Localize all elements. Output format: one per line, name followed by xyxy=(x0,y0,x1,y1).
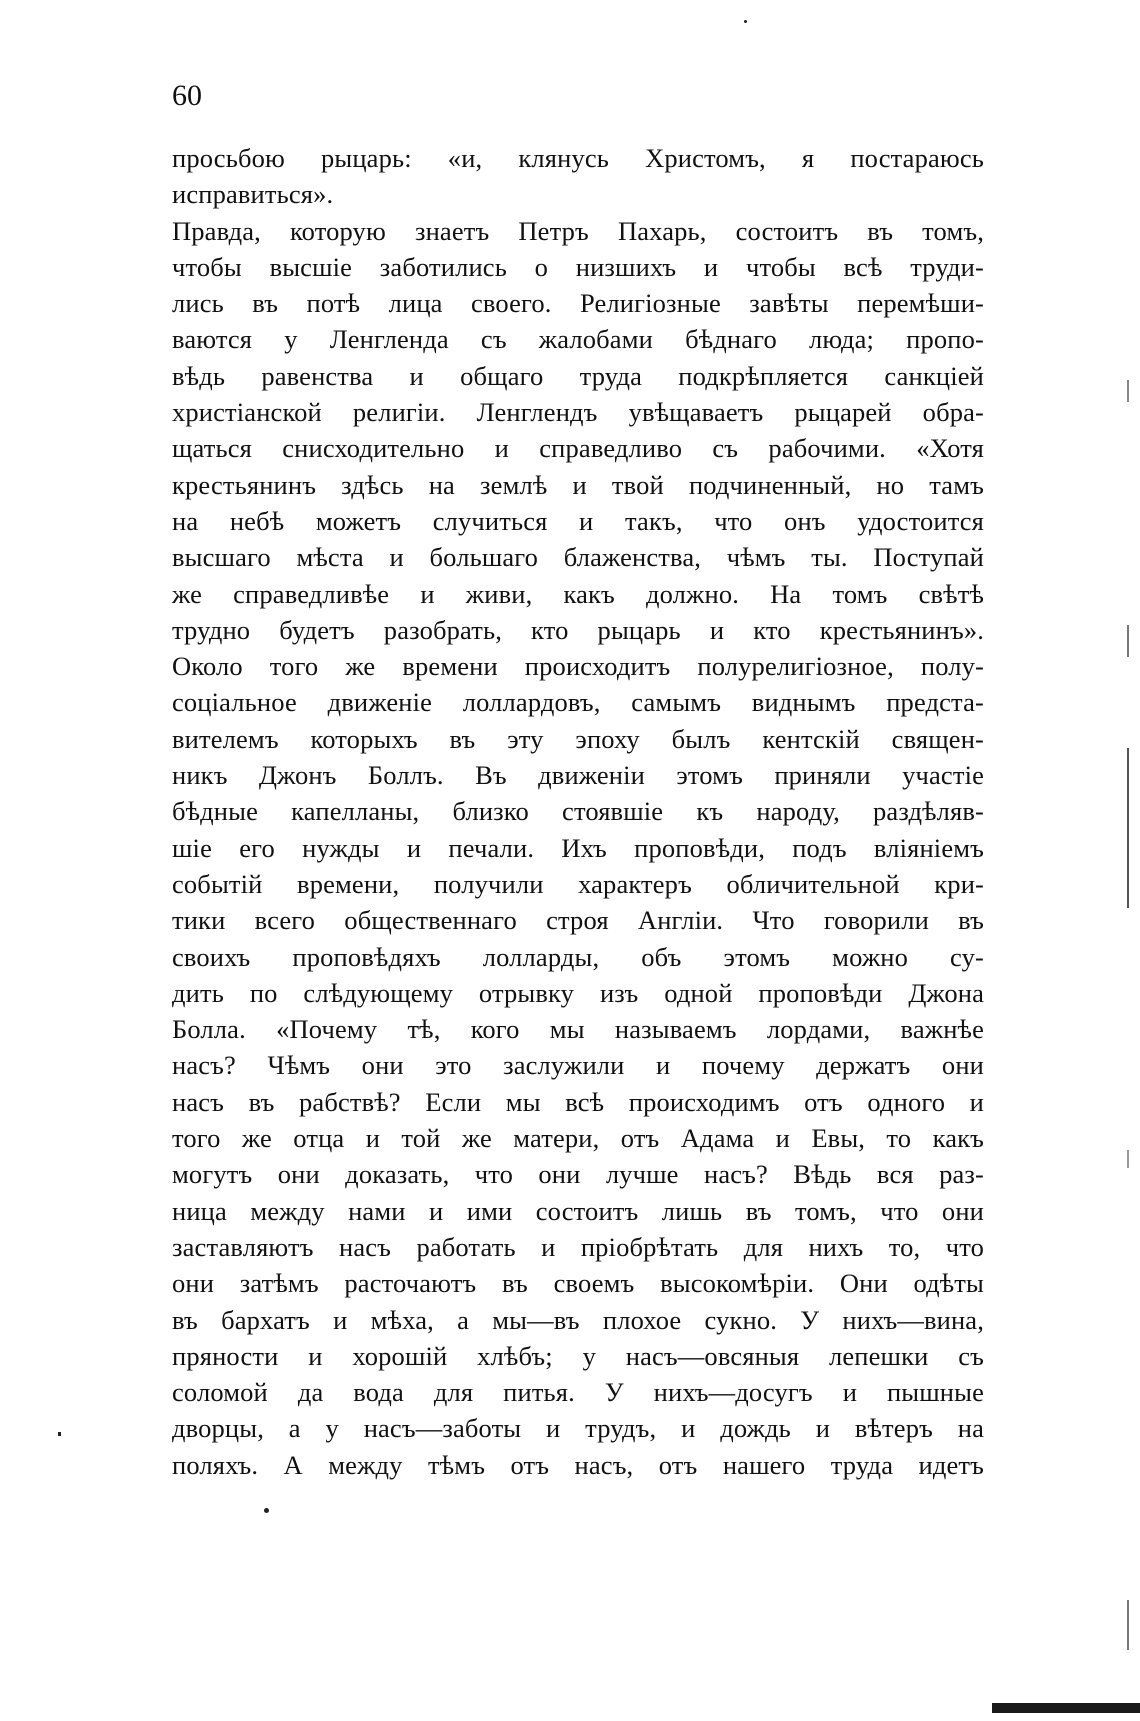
scan-speck xyxy=(58,1432,61,1436)
text-line: щаться снисходительно и справедливо съ рабочими. «Хотя xyxy=(172,433,984,464)
text-line: Болла. «Почему тѣ, кого мы называемъ лордами, важнѣе xyxy=(172,1014,984,1045)
scan-edge-line xyxy=(1127,380,1129,402)
text-line: тики всего общественнаго строя Англіи. Что говорили въ xyxy=(172,905,984,936)
text-line: соломой да вода для питья. У нихъ—досугъ и пышные xyxy=(172,1377,984,1408)
text-line: того же отца и той же матери, отъ Адама и Евы, то какъ xyxy=(172,1123,984,1154)
scan-edge-line xyxy=(1127,748,1129,908)
text-line: соціальное движеніе лоллардовъ, самымъ виднымъ предста- xyxy=(172,687,984,718)
text-line: же справедливѣе и живи, какъ должно. На томъ свѣтѣ xyxy=(172,578,984,609)
text-line: насъ? Чѣмъ они это заслужили и почему держатъ они xyxy=(172,1050,984,1081)
text-line: насъ въ рабствѣ? Если мы всѣ происходимъ отъ одного и xyxy=(172,1086,984,1117)
text-line: дворцы, а у насъ—заботы и трудъ, и дождь и вѣтеръ на xyxy=(172,1413,984,1444)
text-line: крестьянинъ здѣсь на землѣ и твой подчиненный, но тамъ xyxy=(172,469,984,500)
text-line: вителемъ которыхъ въ эту эпоху былъ кентскій священ- xyxy=(172,723,984,754)
text-line: Правда, которую знаетъ Петръ Пахарь, состоитъ въ томъ, xyxy=(172,215,984,246)
text-line: шіе его нужды и печали. Ихъ проповѣди, подъ вліяніемъ xyxy=(172,832,984,863)
text-line: заставляютъ насъ работать и пріобрѣтать для нихъ то, что xyxy=(172,1231,984,1262)
text-line: пряности и хорошій хлѣбъ; у насъ—овсяныя лепешки съ xyxy=(172,1340,984,1371)
scan-edge-line xyxy=(1127,625,1129,657)
text-line: трудно будетъ разобрать, кто рыцарь и кто крестьянинъ». xyxy=(172,614,984,645)
text-line: въ бархатъ и мѣха, а мы—въ плохое сукно. У нихъ—вина, xyxy=(172,1304,984,1335)
text-line: христіанской религіи. Ленглендъ увѣщаваетъ рыцарей обра- xyxy=(172,397,984,428)
text-line: могутъ они доказать, что они лучше насъ? Вѣдь вся раз- xyxy=(172,1159,984,1190)
text-line: чтобы высшіе заботились о низшихъ и чтобы всѣ труди- xyxy=(172,251,984,282)
text-line: высшаго мѣста и большаго блаженства, чѣмъ ты. Поступай xyxy=(172,542,984,573)
page-number: 60 xyxy=(172,79,202,112)
text-line: никъ Джонъ Боллъ. Въ движеніи этомъ приняли участіе xyxy=(172,760,984,791)
scan-edge-line xyxy=(1127,1600,1129,1650)
scan-speck xyxy=(744,20,747,23)
text-line: вѣдь равенства и общаго труда подкрѣпляется санкціей xyxy=(172,360,984,391)
text-line: Около того же времени происходитъ полурелигіозное, полу- xyxy=(172,651,984,682)
scan-bottom-rule xyxy=(992,1703,1140,1713)
text-line: поляхъ. А между тѣмъ отъ насъ, отъ нашего труда идетъ xyxy=(172,1449,984,1480)
text-line: дить по слѣдующему отрывку изъ одной проповѣди Джона xyxy=(172,977,984,1008)
scan-speck xyxy=(264,1508,269,1513)
scan-edge-line xyxy=(1127,1150,1129,1168)
text-line: просьбою рыцарь: «и, клянусь Христомъ, я постараюсь xyxy=(172,143,984,173)
text-line: бѣдные капелланы, близко стоявшіе къ народу, раздѣляв- xyxy=(172,796,984,827)
text-line: ваются у Ленгленда съ жалобами бѣднаго люда; пропо- xyxy=(172,324,984,355)
text-line: своихъ проповѣдяхъ лолларды, объ этомъ можно су- xyxy=(172,941,984,972)
body-text xyxy=(172,140,984,1483)
text-line: событій времени, получили характеръ обличительной кри- xyxy=(172,868,984,899)
text-line: лись въ потѣ лица своего. Религіозные завѣты перемѣши- xyxy=(172,288,984,319)
text-line: они затѣмъ расточаютъ въ своемъ высокомѣріи. Они одѣты xyxy=(172,1268,984,1299)
text-line: на небѣ можетъ случиться и такъ, что онъ удостоится xyxy=(172,505,984,536)
text-line: исправиться». xyxy=(172,179,334,210)
text-line: ница между нами и ими состоитъ лишь въ томъ, что они xyxy=(172,1195,984,1226)
